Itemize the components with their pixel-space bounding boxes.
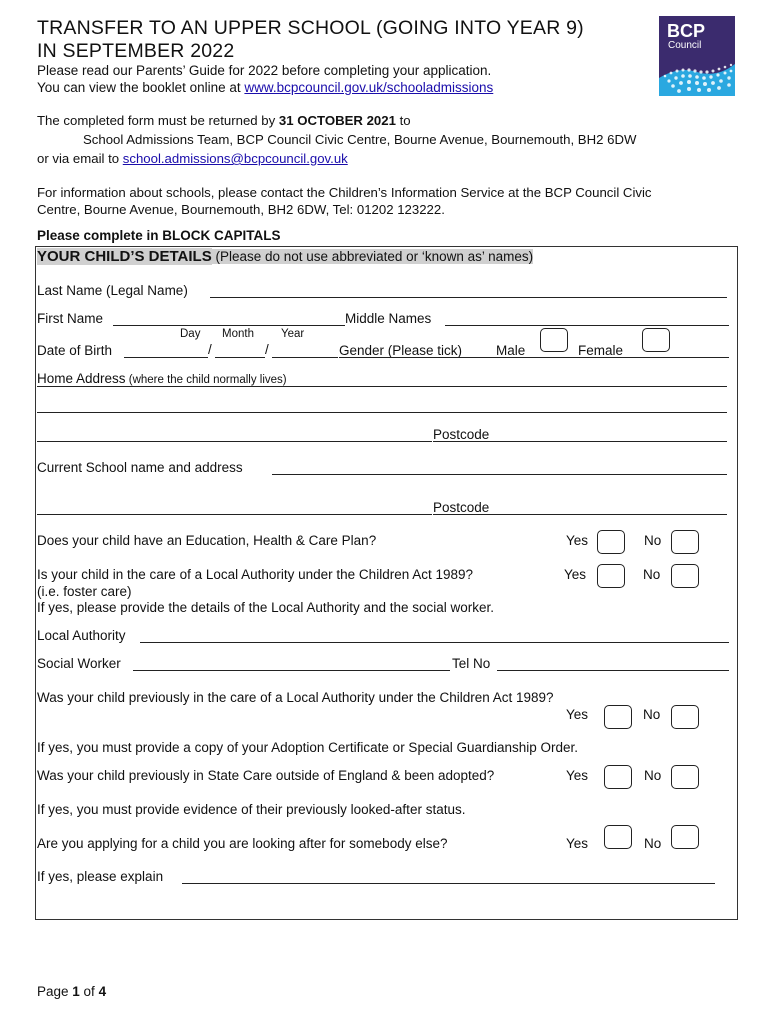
state-care-no-label: No	[644, 768, 662, 783]
male-checkbox[interactable]	[540, 328, 568, 352]
year-label: Year	[281, 328, 305, 340]
home-address-line-1[interactable]	[37, 386, 727, 387]
return-address: School Admissions Team, BCP Council Civic Centre, Bourne Avenue, Bournemouth, BH2 6DW	[83, 132, 637, 147]
title-line-1: TRANSFER TO AN UPPER SCHOOL (GOING INTO YEAR 9)	[37, 17, 584, 39]
current-school-input-1[interactable]	[272, 474, 727, 475]
looking-after-yes-checkbox[interactable]	[604, 825, 632, 849]
prev-care-yes-checkbox[interactable]	[604, 705, 632, 729]
dob-month-input[interactable]	[215, 357, 265, 358]
male-label: Male	[496, 343, 526, 358]
page-title	[37, 17, 584, 63]
prev-care-yes-label: Yes	[566, 707, 589, 722]
female-label: Female	[578, 343, 624, 358]
deadline-date: 31 OCTOBER 2021	[278, 113, 396, 128]
local-authority-input[interactable]	[140, 642, 729, 643]
explain-label: If yes, please explain	[37, 869, 164, 884]
state-care-question: Was your child previously in State Care outside of England & been adopted?	[37, 768, 495, 783]
adoption-note: If yes, you must provide a copy of your Adoption Certificate or Special Guardianship Order.	[37, 740, 579, 755]
day-label: Day	[180, 328, 201, 340]
ehcp-yes-checkbox[interactable]	[597, 530, 625, 554]
care-details-instruction: If yes, please provide the details of the Local Authority and the social worker.	[37, 600, 495, 615]
last-name-input[interactable]	[210, 297, 727, 298]
school-postcode-label: Postcode	[433, 500, 490, 515]
looking-after-question: Are you applying for a child you are looking after for somebody else?	[37, 836, 448, 851]
care-no-label: No	[643, 567, 661, 582]
care-question: Is your child in the care of a Local Authority under the Children Act 1989?	[37, 567, 474, 582]
dob-year-input[interactable]	[272, 357, 338, 358]
home-postcode-input[interactable]	[433, 441, 727, 442]
middle-names-input[interactable]	[445, 325, 729, 326]
home-postcode-label: Postcode	[433, 427, 490, 442]
state-care-no-checkbox[interactable]	[671, 765, 699, 789]
last-name-label: Last Name (Legal Name)	[37, 283, 188, 298]
logo-wave-graphic	[659, 16, 735, 96]
ehcp-no-label: No	[644, 533, 662, 548]
booklet-link[interactable]: www.bcpcouncil.gov.uk/schooladmissions	[244, 80, 494, 95]
ehcp-no-checkbox[interactable]	[671, 530, 699, 554]
school-postcode-input[interactable]	[433, 514, 727, 515]
intro-text	[37, 62, 493, 96]
block-capitals-note: Please complete in BLOCK CAPITALS	[37, 228, 281, 243]
current-school-label: Current School name and address	[37, 460, 243, 475]
gender-label: Gender (Please tick)	[339, 343, 463, 358]
explain-input[interactable]	[182, 883, 715, 884]
middle-names-label: Middle Names	[345, 311, 432, 326]
email-link[interactable]: school.admissions@bcpcouncil.gov.uk	[122, 151, 348, 166]
return-deadline: The completed form must be returned by 31 OCTOBER 2021 to	[37, 113, 411, 128]
social-worker-input[interactable]	[133, 670, 450, 671]
first-name-input[interactable]	[113, 325, 345, 326]
care-note: (i.e. foster care)	[37, 584, 132, 599]
state-care-yes-label: Yes	[566, 768, 589, 783]
section-title: YOUR CHILD’S DETAILS	[37, 248, 212, 265]
ehcp-question: Does your child have an Education, Health & Care Plan?	[37, 533, 377, 548]
home-address-line-3[interactable]	[37, 441, 432, 442]
dob-label: Date of Birth	[37, 343, 113, 358]
dob-separator: /	[265, 342, 269, 357]
tel-no-label: Tel No	[452, 656, 491, 671]
gender-underline	[339, 357, 729, 358]
section-heading	[37, 248, 533, 265]
month-label: Month	[222, 328, 254, 340]
first-name-label: First Name	[37, 311, 104, 326]
looking-after-yes-label: Yes	[566, 836, 589, 851]
dob-separator: /	[208, 342, 212, 357]
return-email: or via email to school.admissions@bcpcouncil.gov.uk	[37, 151, 348, 166]
local-authority-label: Local Authority	[37, 628, 126, 643]
prev-care-question: Was your child previously in the care of a Local Authority under the Children Act 1989?	[37, 690, 554, 705]
prev-care-no-label: No	[643, 707, 661, 722]
bcp-council-logo: BCP Council	[659, 16, 735, 96]
state-care-yes-checkbox[interactable]	[604, 765, 632, 789]
evidence-note: If yes, you must provide evidence of their previously looked-after status.	[37, 802, 466, 817]
care-yes-label: Yes	[564, 567, 587, 582]
female-checkbox[interactable]	[642, 328, 670, 352]
tel-no-input[interactable]	[497, 670, 729, 671]
home-address-label: Home Address (where the child normally lives)	[37, 371, 287, 386]
looking-after-no-label: No	[644, 836, 662, 851]
home-address-line-2[interactable]	[37, 412, 727, 413]
intro-line-1: Please read our Parents’ Guide for 2022 before completing your application.	[37, 63, 492, 78]
intro-line-2: You can view the booklet online at www.bcpcouncil.gov.uk/schooladmissions	[37, 80, 494, 95]
title-line-2: IN SEPTEMBER 2022	[37, 40, 235, 62]
looking-after-no-checkbox[interactable]	[671, 825, 699, 849]
care-yes-checkbox[interactable]	[597, 564, 625, 588]
section-note: (Please do not use abbreviated or ‘known as’ names)	[211, 249, 534, 264]
ehcp-yes-label: Yes	[566, 533, 589, 548]
dob-day-input[interactable]	[124, 357, 208, 358]
care-no-checkbox[interactable]	[671, 564, 699, 588]
current-school-input-2[interactable]	[37, 514, 432, 515]
page-number: Page 1 of 4	[37, 984, 107, 999]
info-text: For information about schools, please contact the Children’s Information Service at the BCP Council Civic Centre, Bourne Avenue, Bournemouth, BH2 6DW, Tel: 01202 123222.	[37, 185, 652, 217]
prev-care-no-checkbox[interactable]	[671, 705, 699, 729]
social-worker-label: Social Worker	[37, 656, 121, 671]
